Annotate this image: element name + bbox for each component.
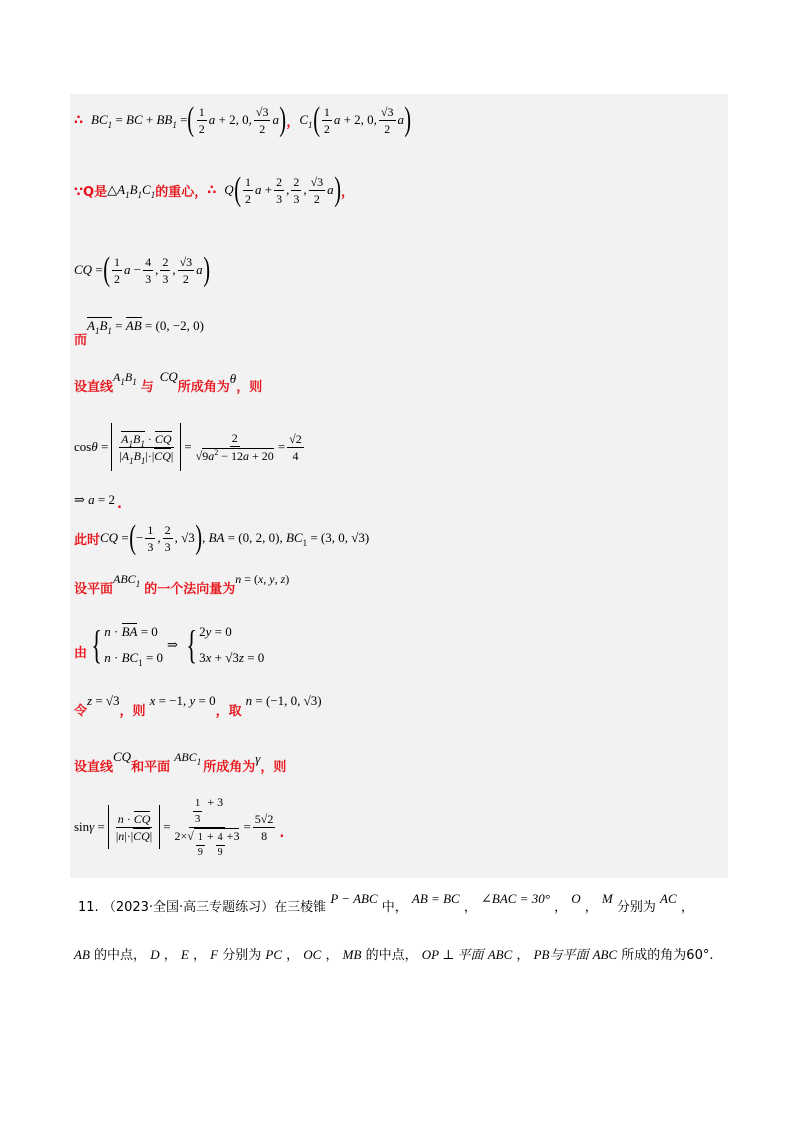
formula-bc1-vector: ∴ $BC_1$ = BC + $BB_1$ = ( $\frac{1}{2}$ a + 2, 0, $\frac{√3}{2}$ a ) ， $C_1$ ( $\frac{1}{2}$ a + 2, 0, $\frac{√3}{2}$ a ) [74,101,412,138]
formula-q-centroid: ∵Q是 $\triangle A_1B_1C_1$ 的重心， ∴ Q ( $\frac{1}{2}$ a + $\frac{2}{3}$ , $\frac{2}{3}$ , $\frac{√3}{2}$ a ) ， [74,171,354,208]
formula-system: 由 { n · BA = 0 $n \cdot BC_1 = 0$ ⇒ { 2y = 0 3x + √3z = 0 [74,622,265,668]
formula-a-equals-2: ⇒ a = 2 . [74,492,122,512]
text-set-line-angle: 设直线 $A_1B_1$ 与 CQ 所成角为 θ ，则 [74,369,263,395]
formula-cos-theta: cosθ = $\frac{A_1B_1 \cdot CQ}{|A_1B_1|\cdot|CQ|}$ = $\frac{2}{√9a^2 - 12a + 20}$ = $\frac{√2}{4}$ [74,420,306,474]
formula-sin-gamma: sinγ = $\frac{n \cdot CQ}{|n|\cdot|CQ|}$ = $\frac{1}{3}$ + 3 2×√ $\frac{1}{9}$ + $\frac{4}{9}$ +3 = $\frac{5√2}{8}$ . [74,795,285,858]
formula-cq-vector: CQ = ( $\frac{1}{2}$ a − $\frac{4}{3}$ , $\frac{2}{3}$ , $\frac{√3}{2}$ a ) [74,251,210,288]
formula-a1b1-vector: 而 $A_1B_1$ = AB = (0, −2, 0) [74,318,204,348]
text-normal-vector: 设平面 $ABC_1$ 的一个法向量为 n = (x, y, z) [74,571,290,597]
formula-vectors-now: 此时 CQ = ( − $\frac{1}{3}$ , $\frac{2}{3}$ , √3 ) , BA = (0, 2, 0), $BC_1 = (3$, 0, √3) [74,519,370,556]
problem-11-line2: AB 的中点， D ， E ， F 分别为 PC ， OC ， MB 的中点， OP ⊥ 平面 ABC ， PB与平面 ABC 所成的角为60°. [74,947,714,963]
problem-11-line1: 11. （2023·全国·高三专题练习）在三棱锥 P − ABC 中， AB = BC ， ∠BAC = 30° ， O ， M 分别为 AC ， [78,891,694,915]
formula-let-z: 令 z = √3 ，则 x = −1, y = 0 ，取 n = (−1, 0, √3) [74,693,322,719]
text-line-plane-angle: 设直线 CQ 和平面 $ABC_1$ 所成角为 γ ，则 [74,749,287,775]
